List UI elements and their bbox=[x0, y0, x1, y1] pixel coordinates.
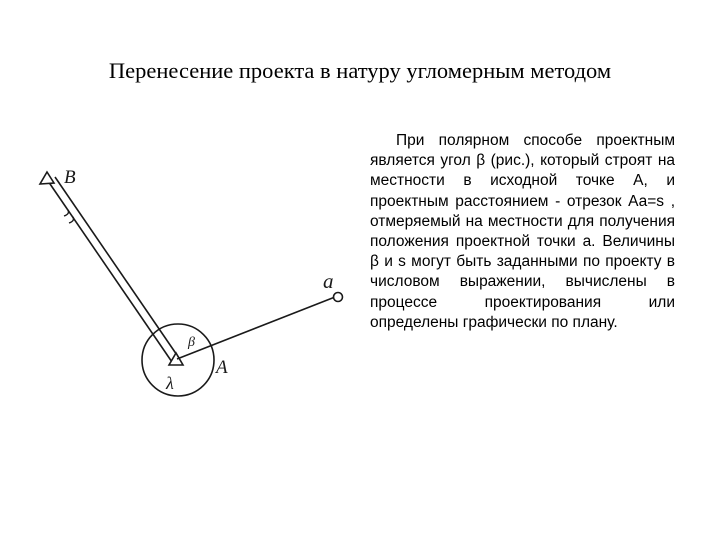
label-B: B bbox=[64, 167, 76, 188]
triangle-B bbox=[40, 172, 54, 184]
polar-method-figure bbox=[20, 150, 360, 440]
point-a bbox=[334, 293, 343, 302]
label-A: A bbox=[216, 357, 228, 378]
triangle-station bbox=[169, 353, 183, 365]
body-paragraph: При полярном способе проектным является угол β (рис.), который строят на местности в исходной точке А, и проектным расстоянием - отрезок Аа=s , отмеряемый на местности для получения положения проектной точки а. Величины β и s могут быть заданными по проекту в числовом выражении, вычислены в процессе проектирования или определены графически по плану. bbox=[370, 132, 675, 331]
label-beta: β bbox=[188, 335, 195, 350]
line-to-B-outer bbox=[48, 181, 172, 362]
polar-method-diagram bbox=[20, 150, 360, 440]
label-lambda: λ bbox=[166, 373, 174, 393]
line-to-B-inner bbox=[55, 177, 179, 358]
label-a: a bbox=[323, 269, 334, 293]
line-to-a bbox=[177, 297, 335, 359]
slide-title: Перенесение проекта в натуру угломерным методом bbox=[108, 58, 612, 83]
